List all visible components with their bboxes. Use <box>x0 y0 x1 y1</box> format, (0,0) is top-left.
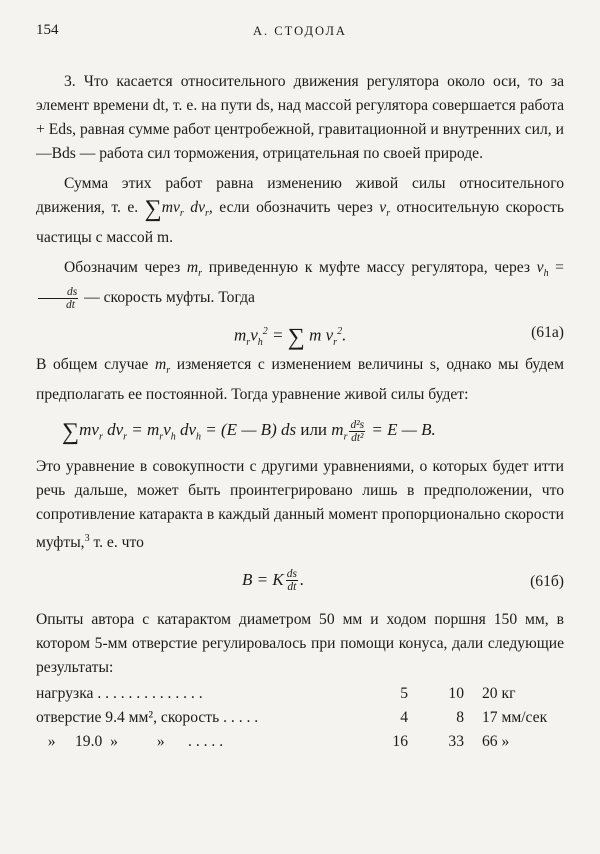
equation-61a-tag: (61а) <box>531 324 564 342</box>
table-row: » 19.0 » » . . . . . 16 33 66 » <box>36 732 510 750</box>
paragraph-6: Опыты автора с катарактом диаметром 50 мм и ходом поршня 150 мм, в котором 5-мм отверстие регулировалось при помощи конуса, дали следующие результаты: <box>36 610 564 676</box>
equation-61a: $m_rv_h^2$ = ∑ m $v_r^2$. (61а) <box>36 311 564 353</box>
paragraph-2: Сумма этих работ равна изменению живой силы относительного движения, т. е. $\sum mv_r$ $dv_r$, если обозначить через $v_r$ относительную скорость частицы с массой m. <box>36 175 564 247</box>
page-header <box>36 22 564 44</box>
equation-61b: B = K $\frac{ds}{dt}$ . (61б) <box>242 568 564 594</box>
paragraph-5: Это уравнение в совокупности с другими уравнениями, о которых будет итти речь дальше, может быть проинтегрировано лишь в предположении, что сопротивление катаракта в каждый данный момент пропорционально скорости муфты,$^3$ т. е. что <box>36 458 564 552</box>
equation-energy: $\sum mv_r$ $dv_r = m_rv_h$ $dv_h = (E$ — B) ds или $m_r$ $\frac{\text{d²s}}{\text{dt²}}$ = E — B. <box>62 418 436 446</box>
equation-61b-tag: (61б) <box>530 572 564 590</box>
paragraph-3: Обозначим через $m_r$ приведенную к муфте массу регулятора, через $v_h$ = $\frac{ds}{dt}$ — скорость муфты. Тогда <box>36 256 564 311</box>
paragraph-4: В общем случае $m_r$ изменяется с изменением величины s, однако мы будем предполагать ее постоянной. Тогда уравнение живой силы будет: <box>36 356 564 404</box>
fraction-ds-dt: $\frac{ds}{dt}$ <box>38 286 78 311</box>
paragraph-1: 3. Что касается относительного движения регулятора около оси, то за элемент времени dt, т. е. на пути ds, над массой регулятора совершается работа + Eds, равная сумме работ центробежной, гравитационной и внутренних сил, и —Bds — работа сил торможения, отрицательная по своей природе. <box>36 73 564 162</box>
sum-sign-icon: ∑ <box>144 196 162 222</box>
running-title: А. СТОДОЛА <box>253 24 347 38</box>
results-table <box>36 682 564 754</box>
table-row: нагрузка . . . . . . . . . . . . . . 5 10 20 кг <box>36 684 516 702</box>
page-body <box>36 70 564 754</box>
footnote-marker[interactable]: 3 <box>84 533 90 545</box>
page-number: 154 <box>36 22 59 38</box>
table-row: отверстие 9.4 мм², скорость . . . . . 4 8 17 мм/сек <box>36 708 548 726</box>
